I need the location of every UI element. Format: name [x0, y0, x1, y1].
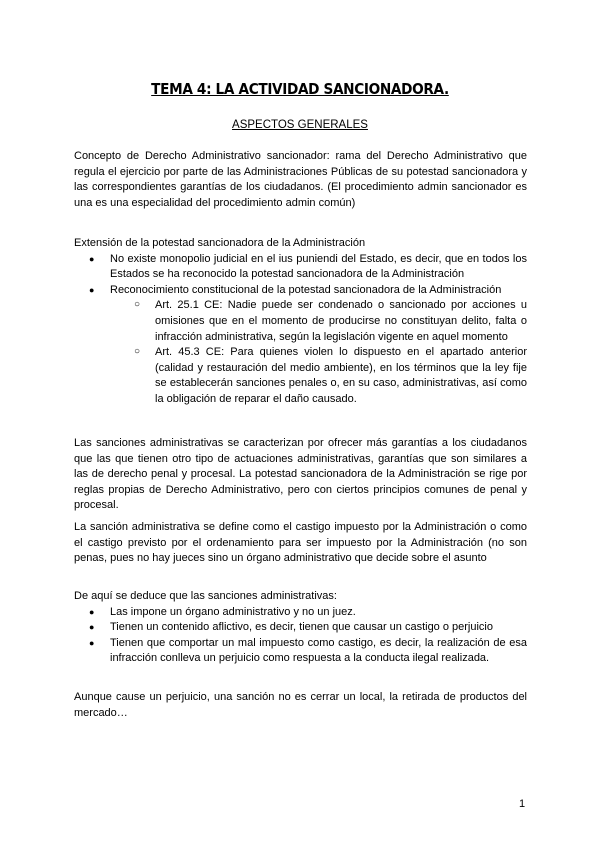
extension-list	[74, 252, 527, 408]
deduce-section	[74, 589, 527, 667]
list-item-text: Tienen un contenido aflictivo, es decir, tienen que causar un castigo o perjuicio	[110, 621, 493, 634]
list-item-text: Tienen que comportar un mal impuesto como castigo, es decir, la realización de esa infracción conlleva un perjuicio como respuesta a la conducta ilegal realizada.	[110, 636, 527, 665]
list-item	[74, 252, 527, 283]
bullet-icon: ●	[89, 622, 95, 633]
extension-heading: Extensión de la potestad sancionadora de la Administración	[74, 237, 366, 249]
list-item-text: Reconocimiento constitucional de la potestad sancionadora de la Administración	[110, 283, 502, 296]
hollow-bullet-icon: ○	[134, 346, 141, 358]
bullet-icon: ●	[89, 284, 95, 295]
list-item	[74, 283, 527, 408]
sub-list-item-text: Art. 45.3 CE: Para quienes violen lo dispuesto en el apartado anterior (calidad y restauración del medio ambiente), en los términos que la ley fije se establecerán sanciones penales o, en su caso, administrativas, así como la obligación de reparar el daño causado.	[155, 346, 527, 405]
paragraph-guarantees	[74, 436, 527, 514]
sub-list-item-text: Art. 25.1 CE: Nadie puede ser condenado o sancionado por acciones u omisiones que en el momento de producirse no constituyan delito, falta o infracción administrativa, según la legislación vigente en aquel momento	[155, 299, 527, 343]
paragraph-concept	[74, 149, 527, 211]
section-heading: ASPECTOS GENERALES	[232, 119, 368, 131]
list-item	[74, 620, 527, 636]
list-item	[74, 605, 527, 621]
paragraph-text: La sanción administrativa se define como el castigo impuesto por la Administración o como el castigo previsto por el ordenamiento para ser impuesto por la Administración (no son penas, pues no hay jueces sino un órgano administrativo que decide sobre el asunto	[74, 521, 527, 565]
paragraph-definition	[74, 520, 527, 567]
paragraph-conclusion	[74, 690, 527, 721]
bullet-icon: ●	[89, 253, 95, 264]
paragraph-text: Las sanciones administrativas se caracterizan por ofrecer más garantías a los ciudadanos que las que tienen otro tipo de actuaciones administrativas, garantías que son similares a las de derecho penal y procesal. La potestad sancionadora de la Administración se rige por reglas propias de Derecho Administrativo, pero con ciertos principios comunes de penal y procesal.	[74, 437, 527, 512]
page-number: 1	[519, 798, 526, 810]
list-item	[74, 636, 527, 667]
paragraph-text: Concepto de Derecho Administrativo sancionador: rama del Derecho Administrativo que regula el ejercicio por parte de las Administraciones Públicas de su potestad sancionadora y las correspondientes garantías de los ciudadanos. (El procedimiento admin sancionador es una es una especialidad del procedimiento admin común)	[74, 150, 527, 209]
document-title: TEMA 4: LA ACTIVIDAD SANCIONADORA.	[151, 80, 449, 98]
paragraph-text: Aunque cause un perjuicio, una sanción no es cerrar un local, la retirada de productos del mercado…	[74, 691, 527, 719]
sub-list	[110, 298, 527, 407]
list-item-text: Las impone un órgano administrativo y no un juez.	[110, 605, 356, 618]
sub-list-item	[110, 298, 527, 345]
bullet-icon: ●	[89, 606, 95, 617]
extension-section	[74, 236, 527, 408]
hollow-bullet-icon: ○	[134, 299, 141, 311]
sub-list-item	[110, 345, 527, 407]
deduce-heading: De aquí se deduce que las sanciones administrativas:	[74, 590, 337, 602]
list-item-text: No existe monopolio judicial en el ius puniendi del Estado, es decir, que en todos los Estados se ha reconocido la potestad sancionadora de la Administración	[110, 252, 527, 281]
deduce-list	[74, 605, 527, 667]
bullet-icon: ●	[89, 637, 95, 648]
